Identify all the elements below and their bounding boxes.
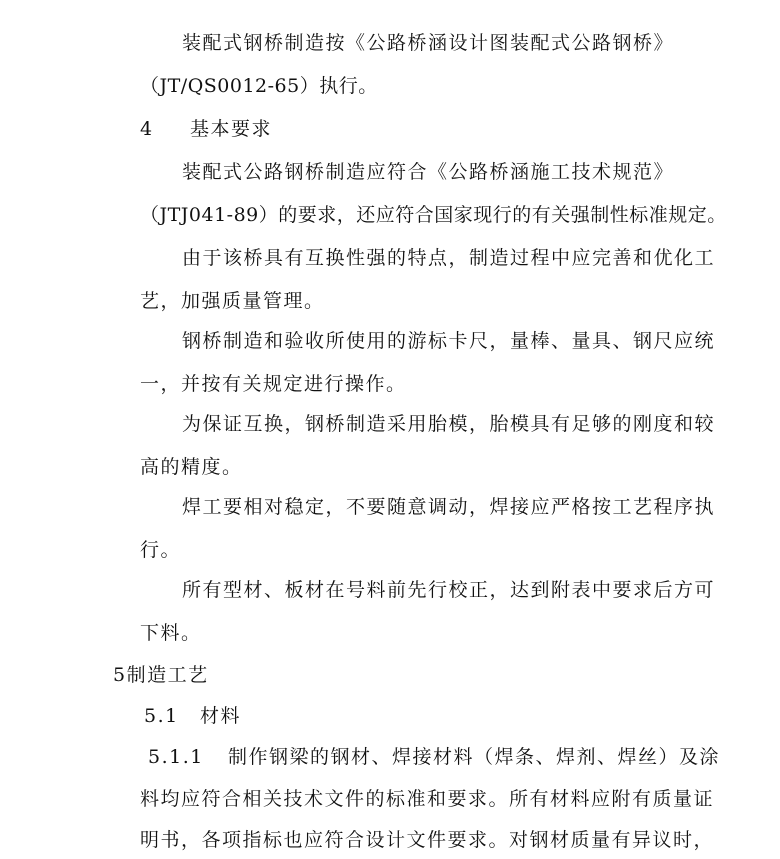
- section-heading: 基本要求: [190, 118, 273, 140]
- chapter-heading: 5制造工艺: [113, 664, 209, 686]
- paragraph-line: 高的精度。: [140, 456, 243, 478]
- paragraph-line: 行。: [140, 539, 182, 561]
- subsection-number: 5.1: [144, 705, 179, 727]
- paragraph-line: 制作钢梁的钢材、焊接材料（焊条、焊剂、焊丝）及涂: [228, 746, 721, 768]
- paragraph-line: 所有型材、板材在号料前先行校正，达到附表中要求后方可: [182, 579, 716, 601]
- paragraph-line: （JT/QS0012-65）执行。: [140, 75, 378, 97]
- subsection-heading: 材料: [200, 705, 242, 727]
- clause-number: 5.1.1: [148, 746, 204, 768]
- paragraph-line: 钢桥制造和验收所使用的游标卡尺，量棒、量具、钢尺应统: [182, 330, 716, 352]
- paragraph-line: 艺，加强质量管理。: [140, 290, 325, 312]
- paragraph-line: 为保证互换，钢桥制造采用胎模，胎模具有足够的刚度和较: [182, 413, 716, 435]
- paragraph-line: 焊工要相对稳定，不要随意调动，焊接应严格按工艺程序执: [182, 496, 716, 518]
- paragraph-line: 下料。: [140, 622, 202, 644]
- paragraph-line: （JTJ041-89）的要求，还应符合国家现行的有关强制性标准规定。: [140, 204, 727, 226]
- paragraph-line: 装配式钢桥制造按《公路桥涵设计图装配式公路钢桥》: [182, 32, 675, 54]
- paragraph-line: 明书，各项指标也应符合设计文件要求。对钢材质量有异议时，: [140, 829, 715, 851]
- paragraph-line: 一，并按有关规定进行操作。: [140, 373, 407, 395]
- paragraph-line: 料均应符合相关技术文件的标准和要求。所有材料应附有质量证: [140, 788, 715, 810]
- paragraph-line: 由于该桥具有互换性强的特点，制造过程中应完善和优化工: [182, 247, 716, 269]
- section-number: 4: [140, 118, 154, 140]
- paragraph-line: 装配式公路钢桥制造应符合《公路桥涵施工技术规范》: [182, 161, 675, 183]
